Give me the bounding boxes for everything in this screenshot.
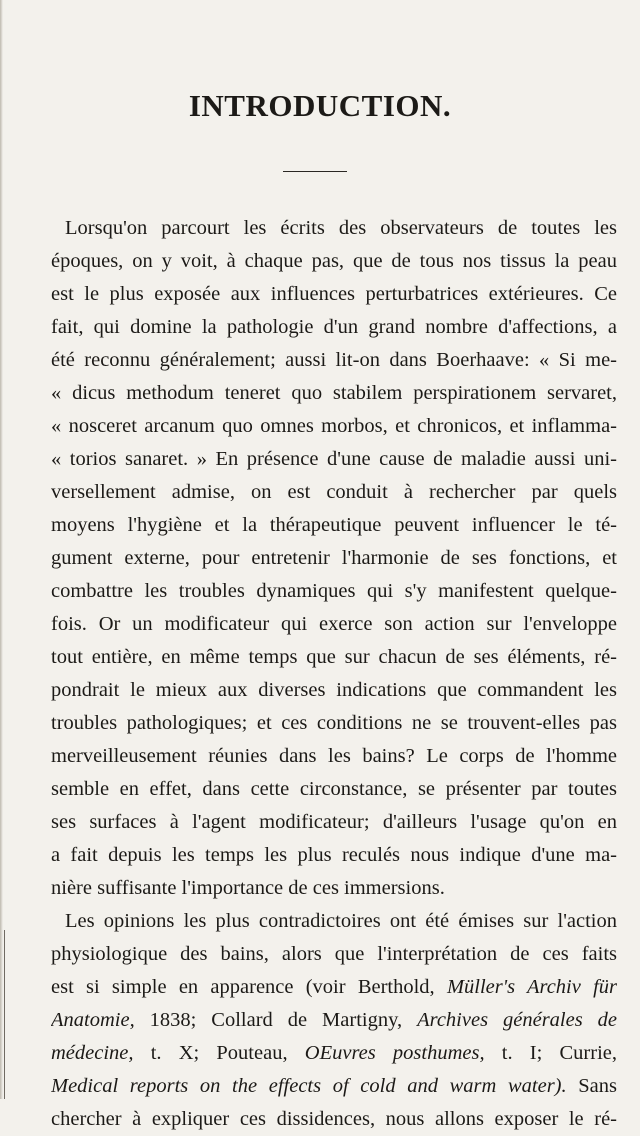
text-line: « torios sanaret. » En présence d'une cause de maladie aussi uni-	[51, 448, 617, 470]
citation-title: Medical reports on the effects of cold and warm water).	[51, 1075, 567, 1097]
citation-title: médecine,	[51, 1042, 134, 1064]
text-line	[51, 1037, 617, 1070]
text-run: t. I; Currie,	[501, 1042, 617, 1064]
citation-title: Anatomie,	[51, 1009, 135, 1031]
citation-title: Müller's Archiv für	[446, 976, 617, 998]
citation-title: OEuvres posthumes,	[304, 1042, 485, 1064]
text-line: été reconnu généralement; aussi lit-on dans Boerhaave: « Si me-	[51, 349, 617, 371]
text-line: « dicus methodum teneret quo stabilem perspirationem servaret,	[51, 382, 617, 404]
text-line: fait, qui domine la pathologie d'un grand nombre d'affections, a	[51, 316, 617, 338]
text-line: troubles pathologiques; et ces conditions ne se trouvent-elles pas	[51, 712, 617, 734]
text-line: « nosceret arcanum quo omnes morbos, et chronicos, et inflamma-	[51, 415, 617, 437]
binding-edge-line	[4, 930, 5, 1099]
chapter-heading: INTRODUCTION.	[188, 88, 452, 123]
text-line: versellement admise, on est conduit à rechercher par quels	[51, 481, 617, 503]
text-line: tout entière, en même temps que sur chacun de ses éléments, ré-	[51, 646, 617, 668]
text-line: fois. Or un modificateur qui exerce son action sur l'enveloppe	[51, 613, 617, 635]
text-line: combattre les troubles dynamiques qui s'y manifestent quelque-	[51, 580, 617, 602]
page-gutter-shadow	[0, 0, 3, 1099]
text-run: est si simple en apparence (voir Berthold,	[51, 976, 435, 998]
text-line: époques, on y voit, à chaque pas, que de tous nos tissus la peau	[51, 250, 617, 272]
text-run: 1838; Collard de Martigny,	[149, 1009, 403, 1031]
text-line	[51, 971, 617, 1004]
text-line	[51, 1004, 617, 1037]
text-line: pondrait le mieux aux diverses indications que commandent les	[51, 679, 617, 701]
text-line: nière suffisante l'importance de ces immersions.	[51, 877, 445, 899]
text-line: merveilleusement réunies dans les bains? Le corps de l'homme	[51, 745, 617, 767]
text-line	[51, 1070, 617, 1103]
body-text	[51, 212, 617, 1136]
text-line: semble en effet, dans cette circonstance, se présenter par toutes	[51, 778, 617, 800]
text-line: ses surfaces à l'agent modificateur; d'ailleurs l'usage qu'on en	[51, 811, 617, 833]
text-run: Sans	[578, 1075, 617, 1097]
text-line: gument externe, pour entretenir l'harmonie de ses fonctions, et	[51, 547, 617, 569]
text-line: Les opinions les plus contradictoires ont été émises sur l'action	[65, 910, 617, 932]
text-line: physiologique des bains, alors que l'interprétation de ces faits	[51, 943, 617, 965]
text-line: Lorsqu'on parcourt les écrits des observateurs de toutes les	[65, 217, 617, 239]
text-line: moyens l'hygiène et la thérapeutique peuvent influencer le té-	[51, 514, 617, 536]
citation-title: Archives générales de	[417, 1009, 617, 1031]
text-line: chercher à expliquer ces dissidences, nous allons exposer le ré-	[51, 1108, 617, 1130]
text-line: a fait depuis les temps les plus reculés nous indique d'une ma-	[51, 844, 617, 866]
text-line: est le plus exposée aux influences perturbatrices extérieures. Ce	[51, 283, 617, 305]
heading-divider-rule	[283, 171, 347, 172]
text-run: t. X; Pouteau,	[150, 1042, 288, 1064]
